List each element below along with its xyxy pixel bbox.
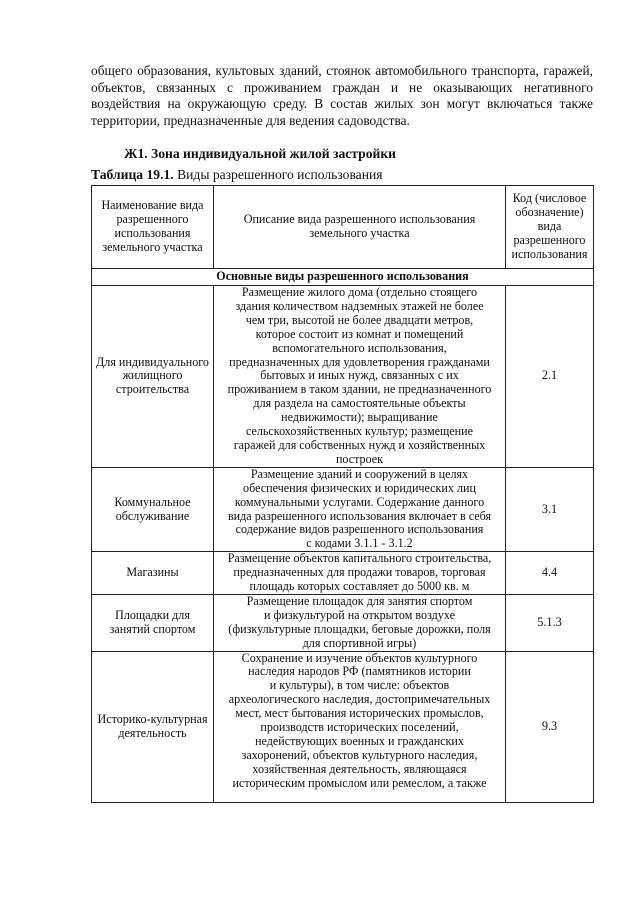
row-description: Размещение жилого дома (отдельно стоящего здания количеством надземных этажей не более чем три, высотой не более двадцати метров, которое состоит из комнат и помещений вспомогательного использования, предназначенных для удовлетворения гражданами бытовых и иных нужд, связанных с их проживанием в таком здании, не предназначенного для раздела на самостоятельные объекты недвижимости); выращивание сельскохозяйственных культур; размещение гаражей для собственных нужд и хозяйственных построек: [214, 286, 506, 468]
section-title: Основные виды разрешенного использования: [92, 269, 594, 286]
table-row: [92, 286, 594, 468]
row-name: Историко-культурная деятельность: [92, 651, 214, 802]
table-row: [92, 594, 594, 651]
table-row: [92, 467, 594, 551]
row-code: 3.1: [506, 467, 594, 551]
permitted-use-table: [91, 185, 594, 803]
row-name: Площадки для занятий спортом: [92, 594, 214, 651]
row-code: 4.4: [506, 552, 594, 595]
row-name: Магазины: [92, 552, 214, 595]
table-caption-label: Таблица 19.1.: [91, 167, 174, 182]
zone-heading: Ж1. Зона индивидуальной жилой застройки: [124, 146, 397, 161]
header-name: Наименование вида разрешенного использования земельного участка: [92, 186, 214, 269]
table-header-row: [92, 186, 594, 269]
row-code: 2.1: [506, 286, 594, 468]
table-caption-text: Виды разрешенного использования: [173, 167, 383, 182]
row-code: 9.3: [506, 651, 594, 802]
table-caption: [91, 167, 383, 183]
row-description: Размещение объектов капитального строительства, предназначенных для продажи товаров, торговая площадь которых составляет до 5000 кв. м: [214, 552, 506, 595]
row-name: Коммунальное обслуживание: [92, 467, 214, 551]
row-description: [214, 651, 506, 802]
row-code: 5.1.3: [506, 594, 594, 651]
row-description: Размещение зданий и сооружений в целях обеспечения физических и юридических лиц коммунальными услугами. Содержание данного вида разрешенного использования включает в себя содержание видов разрешенного использования с кодами 3.1.1 - 3.1.2: [214, 467, 506, 551]
section-row: [92, 269, 594, 286]
table-row: [92, 651, 594, 802]
row-description-text: Сохранение и изучение объектов культурного наследия народов РФ (памятников истории и культуры), в том числе: объектов археологического наследия, достопримечательных мест, мест бытования исторических промыслов, производств исторических поселений, недействующих военных и гражданских захоронений, объектов культурного наследия, хозяйственная деятельность, являющаяся историческим промыслом или ремеслом, а также: [228, 650, 491, 790]
intro-paragraph: общего образования, культовых зданий, стоянок автомобильного транспорта, гаражей, объектов, связанных с проживанием граждан и не оказывающих негативного воздействия на окружающую среду. В состав жилых зон могут включаться также территории, предназначенные для ведения садоводства.: [91, 63, 593, 128]
header-description: Описание вида разрешенного использования земельного участка: [214, 186, 506, 269]
row-description: Размещение площадок для занятия спортом и физкультурой на открытом воздухе (физкультурные площадки, беговые дорожки, поля для спортивной игры): [214, 594, 506, 651]
row-name: Для индивидуального жилищного строительства: [92, 286, 214, 468]
header-code: Код (числовое обозначение) вида разрешенного использования: [506, 186, 594, 269]
table-row: [92, 552, 594, 595]
row-continuation-space: [217, 791, 502, 802]
